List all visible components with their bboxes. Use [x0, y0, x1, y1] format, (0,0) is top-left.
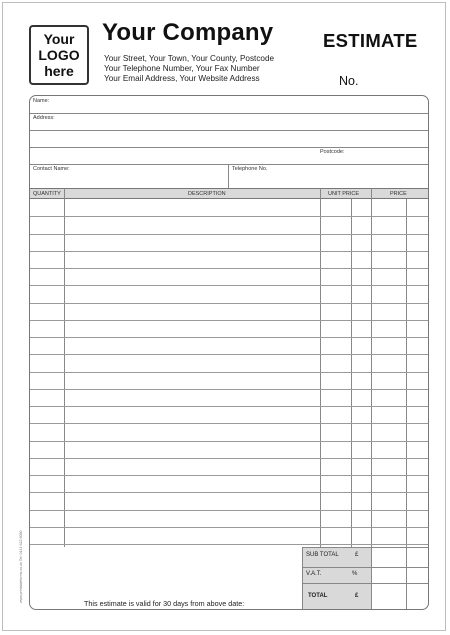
company-address-line: Your Street, Your Town, Your County, Postcode — [104, 54, 275, 63]
company-web-line: Your Email Address, Your Website Address — [104, 74, 260, 83]
column-price: PRICE — [390, 191, 407, 197]
totals-divider — [302, 567, 428, 568]
table-row — [30, 423, 428, 424]
logo-line: LOGO — [38, 47, 80, 63]
company-name: Your Company — [102, 19, 274, 46]
table-row — [30, 527, 428, 528]
totals-divider — [302, 583, 428, 584]
name-label: Name: — [33, 98, 50, 104]
column-quantity: QUANTITY — [33, 191, 61, 197]
company-contact-line: Your Telephone Number, Your Fax Number — [104, 64, 260, 73]
field-divider — [30, 164, 428, 165]
table-row — [30, 389, 428, 390]
table-row — [30, 251, 428, 252]
totals-divider — [302, 547, 428, 548]
table-row — [30, 285, 428, 286]
side-print: www.printableforms.co.uk Tel: 0141 622 6080 — [19, 530, 23, 603]
table-header — [30, 188, 428, 199]
table-row — [30, 320, 428, 321]
column-description: DESCRIPTION — [188, 191, 226, 197]
logo-line: here — [44, 63, 74, 79]
table-row — [30, 475, 428, 476]
table-row — [30, 303, 428, 304]
total-label: TOTAL — [308, 593, 328, 599]
total-currency: £ — [355, 593, 359, 599]
logo-placeholder — [29, 25, 89, 85]
telephone-label: Telephone No. — [232, 166, 268, 172]
document-title: ESTIMATE — [323, 30, 418, 51]
table-row — [30, 337, 428, 338]
table-row — [30, 510, 428, 511]
field-divider — [30, 113, 428, 114]
postcode-label: Postcode: — [320, 149, 345, 155]
contact-name-label: Contact Name: — [33, 166, 70, 172]
table-row — [30, 216, 428, 217]
table-row — [30, 492, 428, 493]
subtotal-label: SUB TOTAL — [306, 552, 339, 558]
table-row — [30, 372, 428, 373]
validity-note: This estimate is valid for 30 days from above date: — [84, 599, 245, 608]
estimate-form-sheet — [2, 2, 446, 631]
totals-divider — [302, 547, 303, 610]
form-panel — [29, 95, 429, 610]
table-row — [30, 268, 428, 269]
column-unit-price: UNIT PRICE — [328, 191, 360, 197]
table-row — [30, 406, 428, 407]
table-row — [30, 544, 428, 545]
logo-line: Your — [43, 31, 75, 47]
table-row — [30, 458, 428, 459]
document-number-label: No. — [339, 74, 359, 88]
address-label: Address: — [33, 115, 55, 121]
subtotal-currency: £ — [355, 552, 359, 558]
table-row — [30, 441, 428, 442]
field-divider — [30, 130, 428, 131]
field-divider — [228, 164, 229, 188]
vat-percent: % — [352, 571, 358, 577]
table-row — [30, 354, 428, 355]
table-row — [30, 234, 428, 235]
column-divider — [406, 199, 407, 610]
field-divider — [30, 147, 428, 148]
vat-label: V.A.T. — [306, 571, 322, 577]
